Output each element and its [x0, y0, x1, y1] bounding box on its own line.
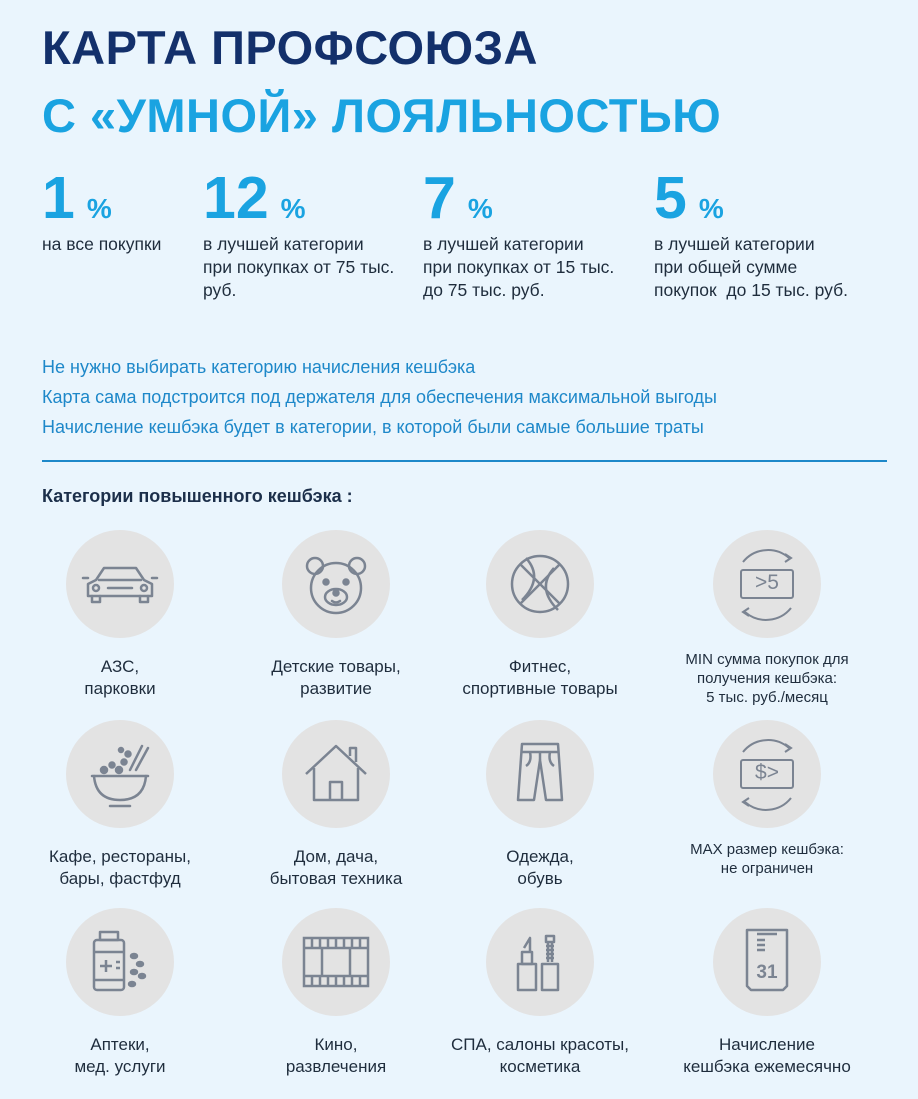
- stat-desc-line: руб.: [203, 280, 237, 300]
- category-label-line: Кино,: [314, 1035, 358, 1054]
- stat-desc-line: в лучшей категории: [654, 234, 815, 254]
- basketball-icon: [486, 530, 594, 638]
- stat-desc-line: до 75 тыс. руб.: [423, 280, 545, 300]
- info-list: [42, 352, 717, 442]
- category-label-line: АЗС,: [100, 657, 140, 676]
- category-label-line: MIN сумма покупок для: [685, 651, 849, 668]
- stat-desc-line: на все покупки: [42, 234, 162, 254]
- stat-desc-line: покупок до 15 тыс. руб.: [654, 280, 848, 300]
- stat-desc-line: в лучшей категории: [423, 234, 584, 254]
- medicine-icon: [66, 908, 174, 1016]
- house-icon: [282, 720, 390, 828]
- stat-value: 7: [423, 165, 456, 231]
- stat-3: [423, 165, 614, 302]
- category-pharmacy: [15, 908, 225, 1078]
- category-label-line: бары, фастфуд: [59, 869, 181, 888]
- cosmetics-icon: [486, 908, 594, 1016]
- category-label-line: 5 тыс. руб./месяц: [706, 689, 828, 706]
- category-label-line: MAX размер кешбэка:: [690, 841, 844, 858]
- category-home: [231, 720, 441, 890]
- stat-value: 5: [654, 165, 687, 231]
- category-label-line: Дом, дача,: [293, 847, 379, 866]
- category-kids: [231, 530, 441, 700]
- stat-2: [203, 165, 394, 302]
- calendar-icon-text: 31: [756, 962, 778, 983]
- category-label-line: бытовая техника: [269, 869, 403, 888]
- category-clothes: [435, 720, 645, 890]
- teddy-bear-icon: [282, 530, 390, 638]
- stat-1: [42, 165, 161, 256]
- category-label-line: спортивные товары: [462, 679, 618, 698]
- info-line: Карта сама подстроится под держателя для обеспечения максимальной выгоды: [42, 387, 717, 407]
- title-line-2: С «УМНОЙ» ЛОЯЛЬНОСТЬЮ: [42, 89, 722, 142]
- category-cinema: [231, 908, 441, 1078]
- stat-desc-line: при покупках от 75 тыс.: [203, 257, 395, 277]
- stat-unit: %: [86, 193, 112, 224]
- category-label-line: кешбэка ежемесячно: [683, 1057, 851, 1076]
- stat-value: 1: [42, 165, 75, 231]
- stat-unit: %: [280, 193, 306, 224]
- stat-unit: %: [698, 193, 724, 224]
- category-cafe: [15, 720, 225, 890]
- category-label-line: косметика: [499, 1057, 581, 1076]
- category-label-line: Кафе, рестораны,: [49, 847, 191, 866]
- info-line: Не нужно выбирать категорию начисления кешбэка: [42, 357, 476, 377]
- category-label-line: Аптеки,: [90, 1035, 150, 1054]
- category-label-line: получения кешбэка:: [696, 670, 838, 687]
- category-label-line: Начисление: [719, 1035, 815, 1054]
- info-line: Начисление кешбэка будет в категории, в которой были самые большие траты: [42, 417, 704, 437]
- stat-unit: %: [467, 193, 493, 224]
- categories-heading: Категории повышенного кешбэка :: [42, 486, 353, 506]
- max-amount-icon-text: $>: [755, 761, 779, 784]
- category-label-line: парковки: [84, 679, 156, 698]
- category-label-line: обувь: [517, 869, 563, 888]
- section-divider: [42, 460, 887, 462]
- stat-desc-line: в лучшей категории: [203, 234, 364, 254]
- category-spa: [435, 908, 645, 1078]
- stat-value: 12: [203, 165, 269, 231]
- category-fitness: [435, 530, 645, 700]
- category-car: [15, 530, 225, 700]
- category-label-line: развитие: [300, 679, 372, 698]
- stat-desc-line: при покупках от 15 тыс.: [423, 257, 615, 277]
- monthly-accrual-info: [662, 908, 872, 1078]
- stat-4: [654, 165, 848, 302]
- food-bowl-icon: [66, 720, 174, 828]
- car-icon: [66, 530, 174, 638]
- max-amount-info: [662, 720, 872, 878]
- category-label-line: мед. услуги: [74, 1057, 166, 1076]
- category-label-line: СПА, салоны красоты,: [451, 1035, 629, 1054]
- title-line-1: КАРТА ПРОФСОЮЗА: [42, 21, 538, 74]
- category-label-line: Детские товары,: [271, 657, 401, 676]
- category-label-line: развлечения: [285, 1057, 387, 1076]
- category-label-line: не ограничен: [720, 860, 814, 877]
- shorts-icon: [486, 720, 594, 828]
- min-amount-icon-text: >5: [755, 571, 779, 594]
- category-label-line: Фитнес,: [508, 657, 572, 676]
- stat-desc-line: при общей сумме: [654, 257, 798, 277]
- min-amount-info: [662, 530, 872, 707]
- category-label-line: Одежда,: [506, 847, 574, 866]
- film-strip-icon: [282, 908, 390, 1016]
